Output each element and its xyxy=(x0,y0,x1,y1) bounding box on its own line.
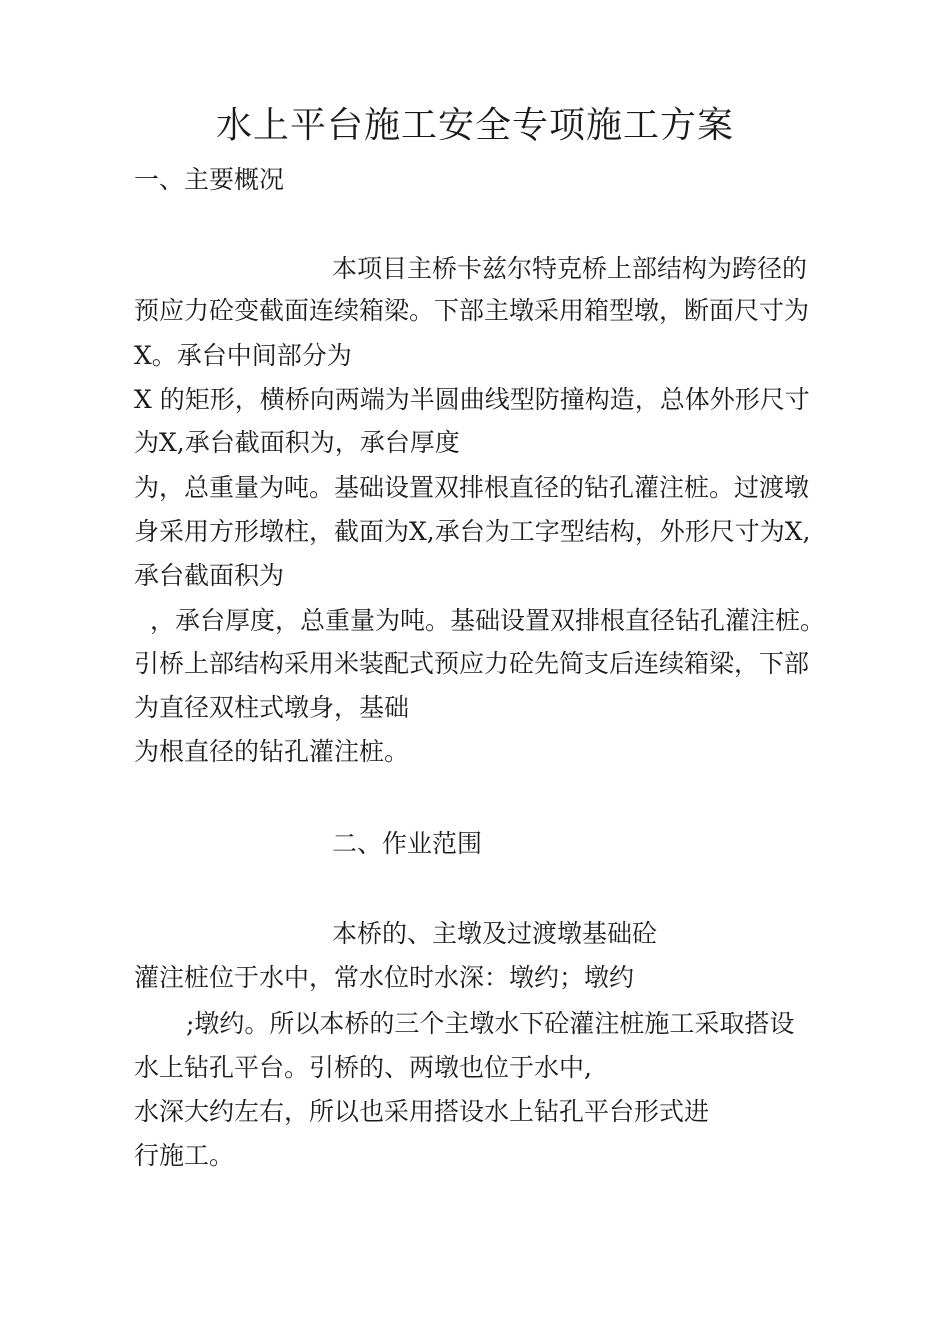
paragraph-line: 水上钻孔平台。引桥的、两墩也位于水中, xyxy=(134,1053,592,1082)
paragraph-line: 为根直径的钻孔灌注桩。 xyxy=(134,737,410,766)
paragraph-line: 身采用方形墩柱，截面为X,承台为工字型结构，外形尺寸为X, xyxy=(134,517,811,546)
paragraph-line: 预应力砼变截面连续箱梁。下部主墩采用箱型墩，断面尺寸为 xyxy=(134,296,810,325)
paragraph-line: 行施工。 xyxy=(134,1141,235,1170)
paragraph-line: 引桥上部结构采用米装配式预应力砼先简支后连续箱梁，下部 xyxy=(134,649,810,678)
paragraph-line: 为，总重量为吨。基础设置双排根直径的钻孔灌注桩。过渡墩 xyxy=(134,473,810,502)
paragraph-line: X 的矩形，横桥向两端为半圆曲线型防撞构造，总体外形尺寸 xyxy=(134,385,810,414)
section-heading-overview: 一、主要概况 xyxy=(134,165,285,194)
document-title: 水上平台施工安全专项施工方案 xyxy=(215,105,734,146)
paragraph-line: 水深大约左右，所以也采用搭设水上钻孔平台形式进 xyxy=(134,1097,710,1126)
paragraph-line: 承台截面积为 xyxy=(134,561,285,590)
paragraph-line: 灌注桩位于水中，常水位时水深：墩约；墩约 xyxy=(134,963,635,992)
paragraph-line: 本桥的、主墩及过渡墩基础砼 xyxy=(332,919,658,948)
paragraph-line: 为X,承台截面积为，承台厚度 xyxy=(134,428,460,457)
paragraph-line: X。承台中间部分为 xyxy=(134,341,352,370)
section-heading-scope: 二、作业范围 xyxy=(332,829,483,858)
paragraph-line: ，承台厚度，总重量为吨。基础设置双排根直径钻孔灌注桩。 xyxy=(150,606,826,635)
paragraph-line: 为直径双柱式墩身，基础 xyxy=(134,693,410,722)
paragraph-line: ;墩约。所以本桥的三个主墩水下砼灌注桩施工采取搭设 xyxy=(186,1009,795,1038)
paragraph-line: 本项目主桥卡兹尔特克桥上部结构为跨径的 xyxy=(332,254,808,283)
